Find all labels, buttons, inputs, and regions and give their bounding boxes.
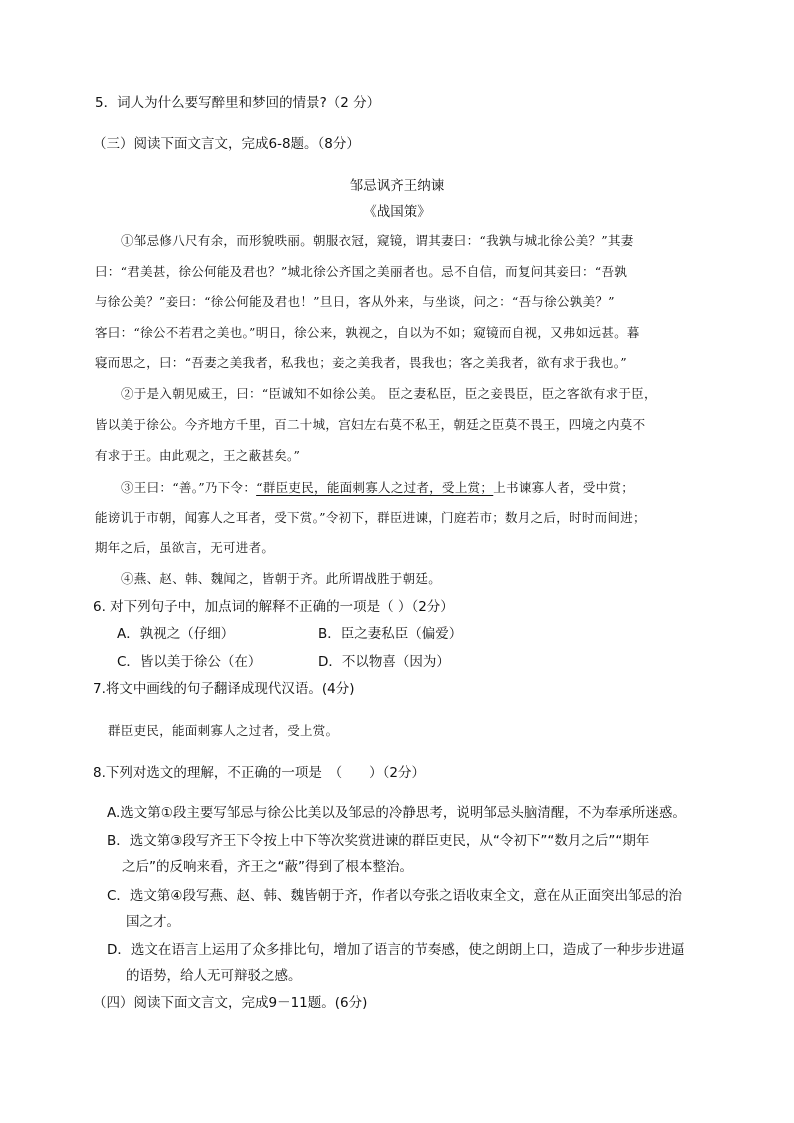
question-8-stem: 8.下列对选文的理解，不正确的一项是 （ ）（2分） bbox=[93, 765, 425, 781]
question-8-option-a: A.选文第①段主要写邹忌与徐公比美以及邹忌的冷静思考，说明邹忌头脑清醒，不为奉承所迷惑。 bbox=[107, 805, 686, 821]
section-4-heading: （四）阅读下面文言文，完成9－11题。(6分) bbox=[93, 995, 368, 1011]
question-8-option-d: D．选文在语言上运用了众多排比句，增加了语言的节奏感，使之朗朗上口，造成了一种步步进逼 bbox=[107, 942, 685, 958]
para3-rest: 上书谏寡人者，受中赏； bbox=[493, 480, 635, 495]
paragraph-line: 皆以美于徐公。今齐地方千里，百二十城，宫妇左右莫不私王，朝廷之臣莫不畏王，四境之内莫不 bbox=[95, 417, 646, 432]
para3-intro: ③王曰：“善。”乃下令： bbox=[121, 480, 257, 495]
question-8-option-d-cont: 的语势，给人无可辩驳之感。 bbox=[126, 968, 302, 984]
paragraph-line: 曰：“君美甚，徐公何能及君也？”城北徐公齐国之美丽者也。忌不自信，而复问其妾曰：“吾孰 bbox=[95, 264, 628, 279]
paragraph-line bbox=[121, 480, 634, 496]
paragraph-line: 客曰：“徐公不若君之美也。”明日，徐公来，孰视之，自以为不如；窥镜而自视，又弗如远甚。暮 bbox=[95, 325, 640, 340]
question-6-option-d: D．不以物喜（因为） bbox=[318, 654, 450, 670]
paragraph-line: 期年之后，虽欲言，无可进者。 bbox=[95, 540, 275, 555]
question-6-option-c: C．皆以美于徐公（在） bbox=[117, 654, 262, 670]
paragraph-line: 能谤讥于市朝，闻寡人之耳者，受下赏。”令初下，群臣进谏，门庭若市；数月之后，时时而间进； bbox=[95, 510, 646, 525]
paragraph-line: ②于是入朝见威王，曰：“臣诚知不如徐公美。 臣之妻私臣，臣之妾畏臣，臣之客欲有求于臣， bbox=[121, 386, 657, 401]
question-7-sentence: 群臣吏民，能面刺寡人之过者，受上赏。 bbox=[108, 723, 339, 738]
question-8-option-b: B．选文第③段写齐王下令按上中下等次奖赏进谏的群臣吏民，从“令初下”“数月之后”“期年 bbox=[107, 833, 650, 849]
paragraph-line: 寝而思之，曰：“吾妻之美我者，私我也；妾之美我者，畏我也；客之美我者，欲有求于我也。” bbox=[95, 355, 627, 370]
question-7-stem: 7.将文中画线的句子翻译成现代汉语。(4分) bbox=[93, 681, 355, 697]
underlined-sentence: “群臣吏民，能面刺寡人之过者，受上赏； bbox=[256, 480, 494, 495]
question-8-option-c-cont: 国之才。 bbox=[126, 914, 180, 930]
paragraph-line: ①邹忌修八尺有余，而形貌昳丽。朝服衣冠，窥镜，谓其妻曰：“我孰与城北徐公美？”其妻 bbox=[121, 233, 634, 248]
question-8-option-b-cont: 之后”的反响来看，齐王之“蔽”得到了根本整治。 bbox=[122, 859, 413, 875]
section-3-heading: （三）阅读下面文言文，完成6-8题。（8分） bbox=[93, 136, 360, 152]
question-6-stem: 6. 对下列句子中，加点词的解释不正确的一项是（ ）（2分） bbox=[93, 599, 454, 615]
question-8-option-c: C．选文第④段写燕、赵、韩、魏皆朝于齐，作者以夸张之语收束全文，意在从正面突出邹忌的治 bbox=[107, 888, 683, 904]
question-6-option-b: B．臣之妻私臣（偏爱） bbox=[318, 626, 463, 642]
passage-source: 《战国策》 bbox=[363, 204, 431, 220]
question-5: 5．词人为什么要写醉里和梦回的情景?（2 分） bbox=[95, 95, 381, 111]
passage-title: 邹忌讽齐王纳谏 bbox=[349, 178, 445, 194]
paragraph-line: 与徐公美？”妾曰：“徐公何能及君也！”旦日，客从外来，与坐谈，问之：“吾与徐公孰美？” bbox=[95, 294, 615, 309]
paragraph-line: 有求于王。由此观之，王之蔽甚矣。” bbox=[95, 448, 301, 463]
question-6-option-a: A．孰视之（仔细） bbox=[117, 626, 235, 642]
paragraph-4: ④燕、赵、韩、魏闻之，皆朝于齐。此所谓战胜于朝廷。 bbox=[121, 571, 442, 586]
